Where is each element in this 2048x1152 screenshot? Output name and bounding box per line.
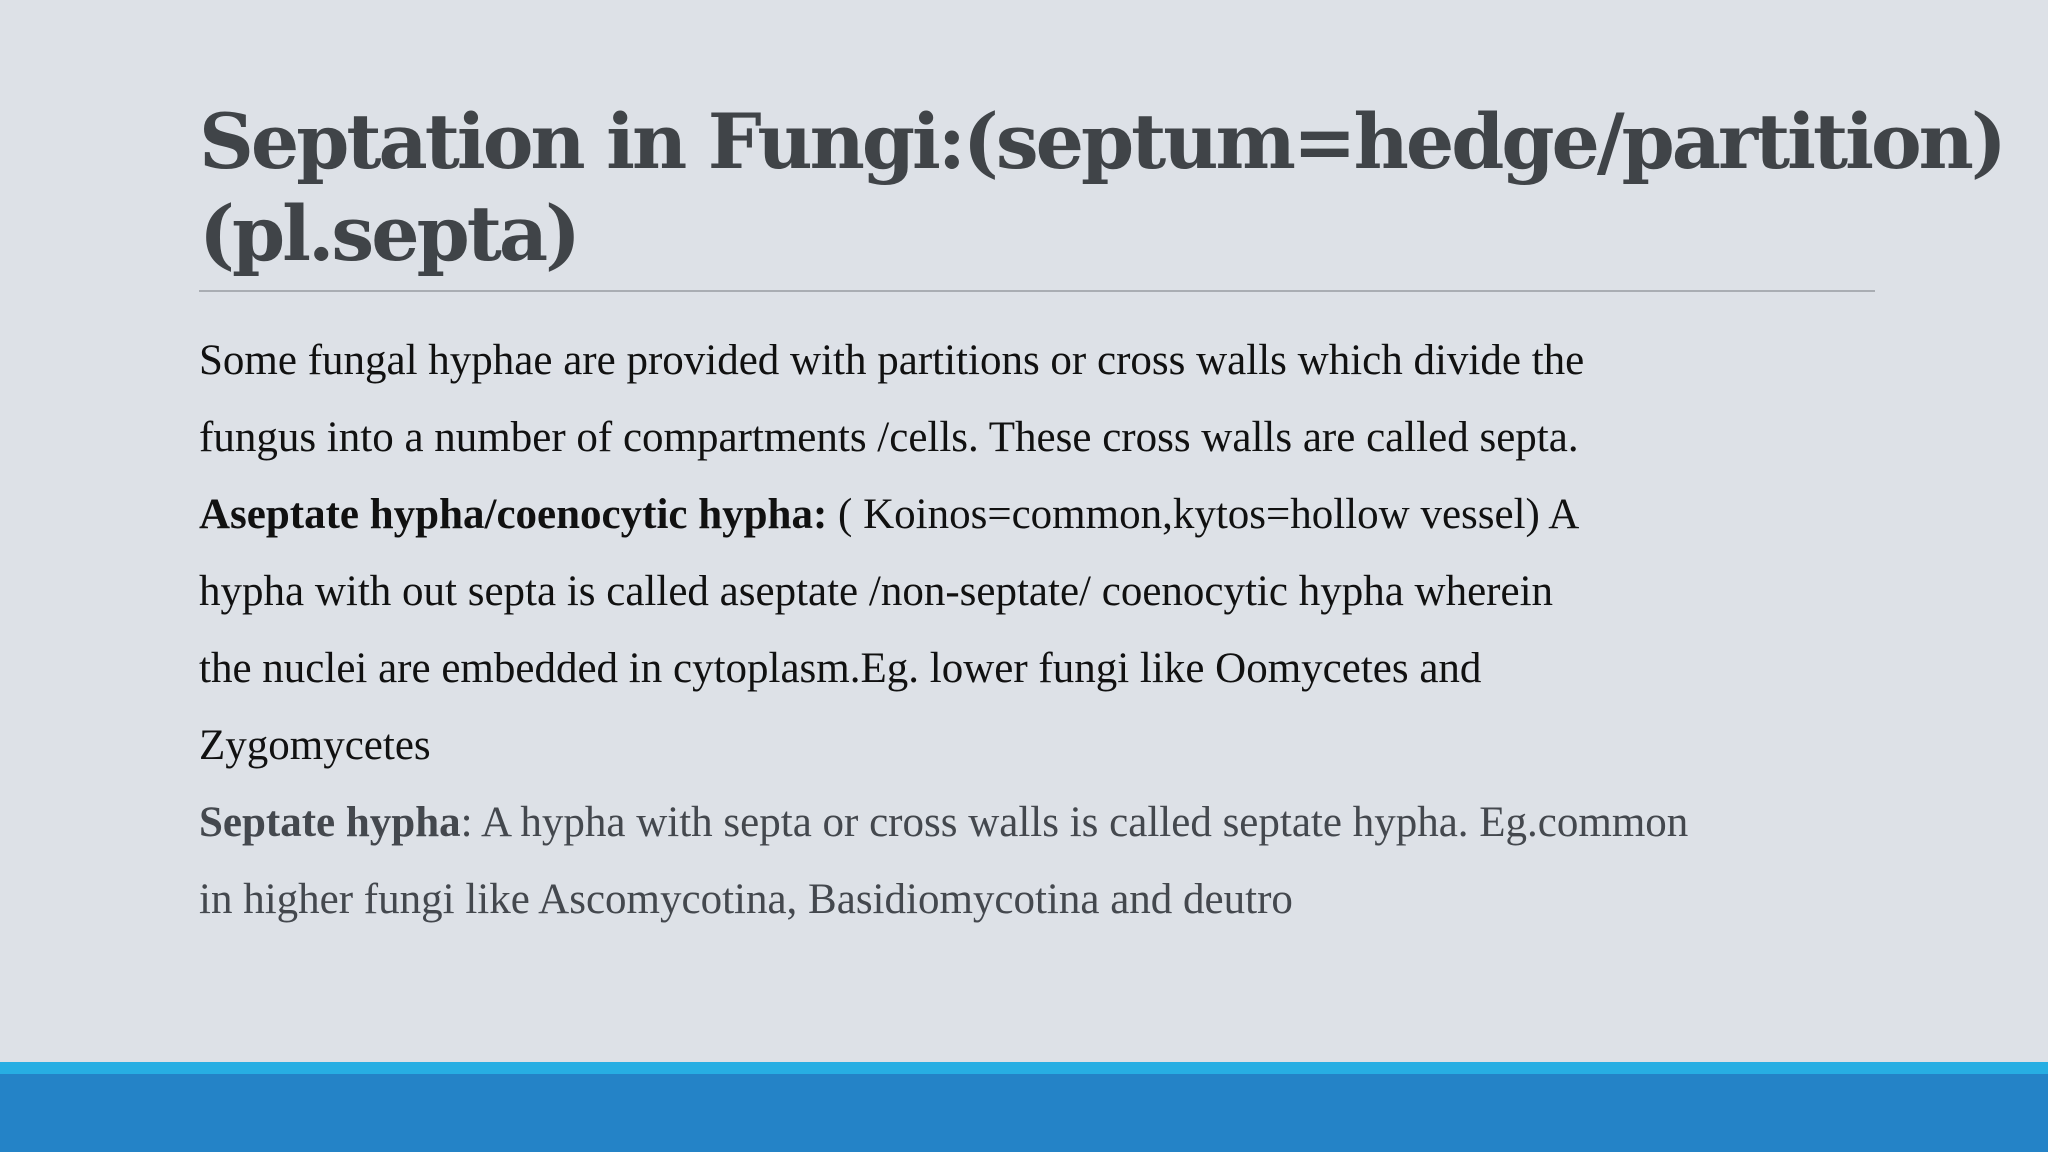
slide-title xyxy=(199,96,2004,280)
body-line-8: in higher fungi like Ascomycotina, Basidiomycotina and deutro xyxy=(199,876,1293,923)
slide-title-line-2: (pl.septa) xyxy=(199,189,579,278)
footer-band xyxy=(0,1074,2048,1152)
footer-accent-stripe xyxy=(0,1062,2048,1074)
aseptate-etymology: ( Koinos=common,kytos=hollow vessel) A xyxy=(827,491,1580,538)
body-line-5: the nuclei are embedded in cytoplasm.Eg. lower fungi like Oomycetes and xyxy=(199,645,1482,692)
body-line-3 xyxy=(199,476,1899,553)
body-line-4: hypha with out septa is called aseptate /non-septate/ coenocytic hypha wherein xyxy=(199,568,1554,615)
septate-term: Septate hypha xyxy=(199,799,461,846)
body-line-6: Zygomycetes xyxy=(199,722,431,769)
slide-title-line-1: Septation in Fungi:(septum=hedge/partition) xyxy=(199,97,2004,186)
aseptate-term: Aseptate hypha/coenocytic hypha: xyxy=(199,491,828,538)
body-line-2: fungus into a number of compartments /cells. These cross walls are called septa. xyxy=(199,414,1579,461)
septate-definition: : A hypha with septa or cross walls is called septate hypha. Eg.common xyxy=(460,799,1689,846)
slide-body xyxy=(199,322,1899,938)
body-line-1: Some fungal hyphae are provided with partitions or cross walls which divide the xyxy=(199,337,1585,384)
title-divider xyxy=(199,290,1875,292)
body-line-7 xyxy=(199,784,1899,861)
